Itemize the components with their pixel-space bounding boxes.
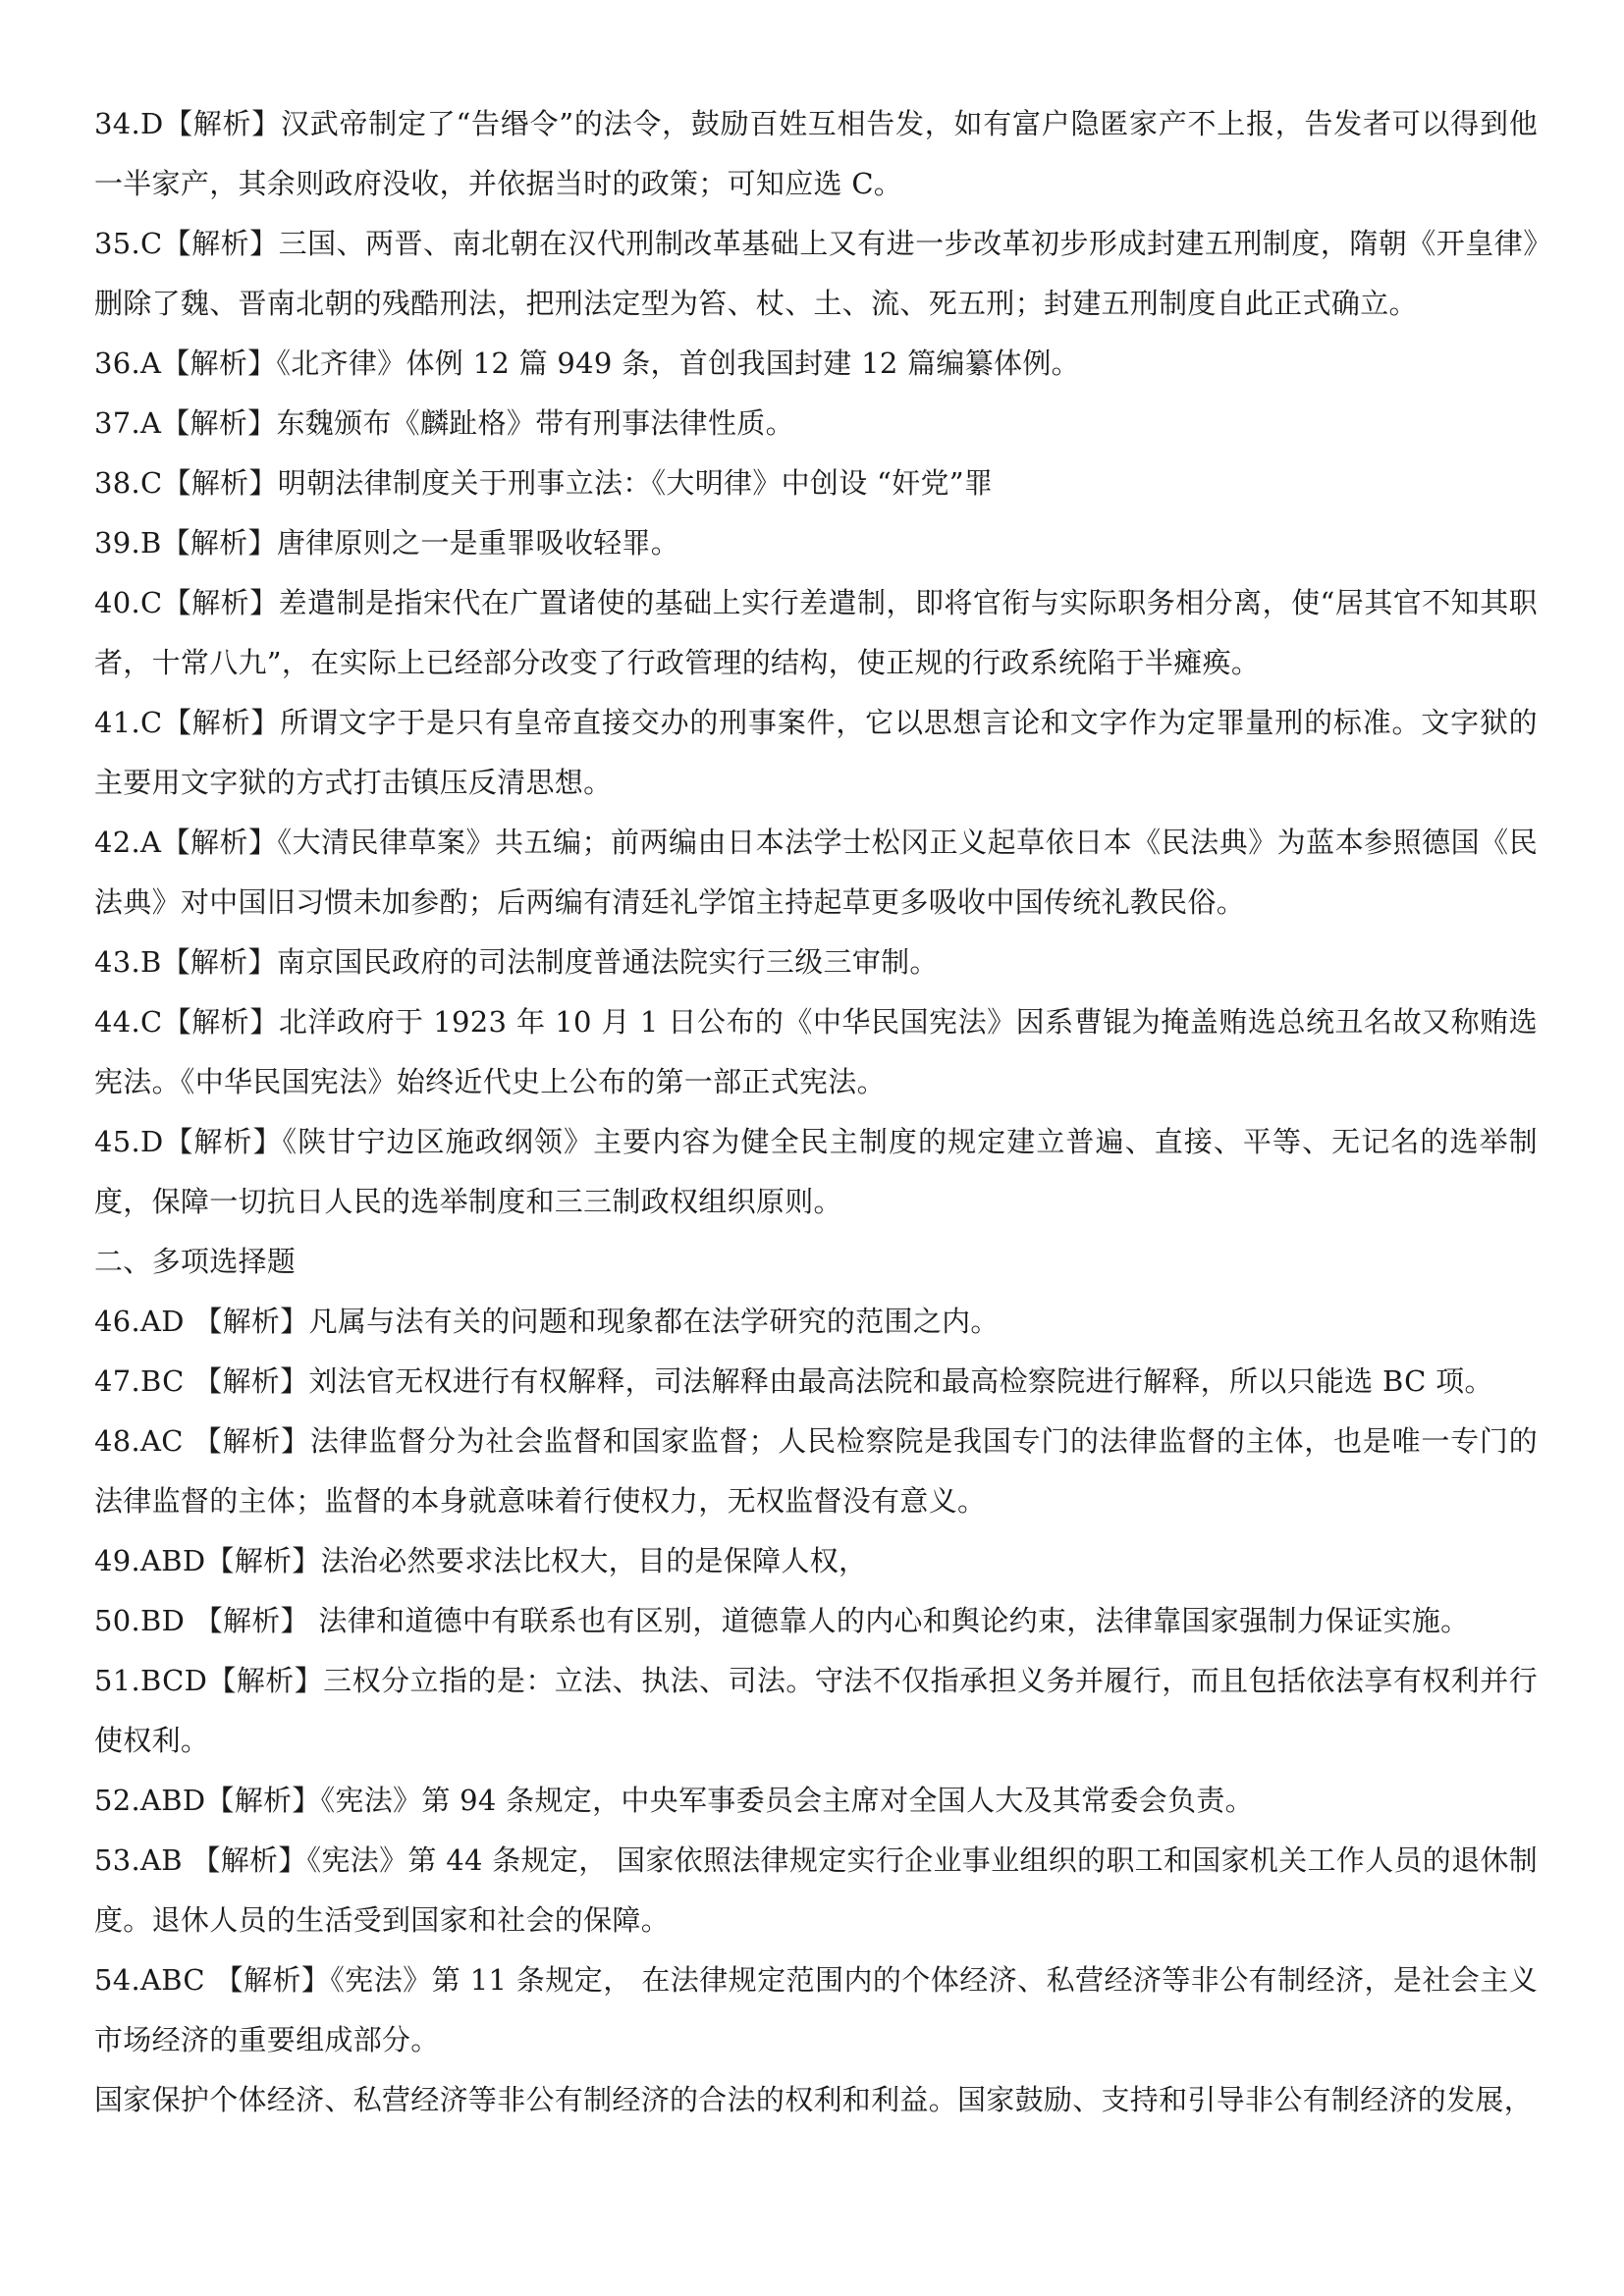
answer-entry-45: 45.D【解析】《陕甘宁边区施政纲领》主要内容为健全民主制度的规定建立普遍、直接、平等、无记名的选举制度，保障一切抗日人民的选举制度和三三制政权组织原则。 [94,1125,1538,1218]
answer-entry-52: 52.ABD【解析】《宪法》第 94 条规定，中央军事委员会主席对全国人大及其常委会负责。 [94,1784,1254,1817]
answer-entry-36: 36.A【解析】《北齐律》体例 12 篇 949 条，首创我国封建 12 篇编纂体例。 [94,347,1080,380]
answer-entry-53: 53.AB 【解析】《宪法》第 44 条规定， 国家依照法律规定实行企业事业组织的职工和国家机关工作人员的退休制度。退休人员的生活受到国家和社会的保障。 [94,1843,1538,1937]
answer-entry-51: 51.BCD【解析】三权分立指的是：立法、执法、司法。守法不仅指承担义务并履行，而且包括依法享有权利并行使权利。 [94,1664,1538,1757]
answer-entry-39: 39.B【解析】唐律原则之一是重罪吸收轻罪。 [94,526,680,560]
answer-entry-34: 34.D【解析】汉武帝制定了“告缗令”的法令，鼓励百姓互相告发，如有富户隐匿家产不上报，告发者可以得到他一半家产，其余则政府没收，并依据当时的政策；可知应选 C。 [94,107,1538,200]
answer-entry-50: 50.BD 【解析】 法律和道德中有联系也有区别，道德靠人的内心和舆论约束，法律靠国家强制力保证实施。 [94,1604,1470,1637]
answer-entry-44: 44.C【解析】北洋政府于 1923 年 10 月 1 日公布的《中华民国宪法》因系曹锟为掩盖贿选总统丑名故又称贿选宪法。《中华民国宪法》始终近代史上公布的第一部正式宪法。 [94,1005,1538,1098]
answer-entry-35: 35.C【解析】三国、两晋、南北朝在汉代刑制改革基础上又有进一步改革初步形成封建五刑制度，隋朝《开皇律》删除了魏、晋南北朝的残酷刑法，把刑法定型为笞、杖、土、流、死五刑；封建五刑制度自此正式确立。 [94,227,1538,320]
answer-entry-40: 40.C【解析】差遣制是指宋代在广置诸使的基础上实行差遣制，即将官衔与实际职务相分离，使“居其官不知其职者，十常八九”，在实际上已经部分改变了行政管理的结构，使正规的行政系统陷于半瘫痪。 [94,586,1538,679]
answer-entry-47: 47.BC 【解析】刘法官无权进行有权解释，司法解释由最高法院和最高检察院进行解释，所以只能选 BC 项。 [94,1364,1493,1398]
answer-entry-37: 37.A【解析】东魏颁布《麟趾格》带有刑事法律性质。 [94,406,794,440]
answer-entry-49: 49.ABD【解析】法治必然要求法比权大，目的是保障人权， [94,1544,868,1577]
answer-entry-46: 46.AD 【解析】凡属与法有关的问题和现象都在法学研究的范围之内。 [94,1305,1000,1338]
section-heading-multiple-choice: 二、多项选择题 [94,1245,297,1278]
answer-entry-38: 38.C【解析】明朝法律制度关于刑事立法：《大明律》中创设 “奸党”罪 [94,466,994,500]
answer-entry-54: 54.ABC 【解析】《宪法》第 11 条规定， 在法律规定范围内的个体经济、私营经济等非公有制经济，是社会主义市场经济的重要组成部分。 [94,1963,1538,2056]
answer-entry-41: 41.C【解析】所谓文字于是只有皇帝直接交办的刑事案件，它以思想言论和文字作为定罪量刑的标准。文字狱的主要用文字狱的方式打击镇压反清思想。 [94,706,1538,799]
continuation-paragraph: 国家保护个体经济、私营经济等非公有制经济的合法的权利和利益。国家鼓励、支持和引导非公有制经济的发展， [94,2083,1534,2116]
answer-entry-42: 42.A【解析】《大清民律草案》共五编；前两编由日本法学士松冈正义起草依日本《民法典》为蓝本参照德国《民法典》对中国旧习惯未加参酌；后两编有清廷礼学馆主持起草更多吸收中国传统礼教民俗。 [94,826,1538,919]
answer-entry-48: 48.AC 【解析】法律监督分为社会监督和国家监督；人民检察院是我国专门的法律监督的主体，也是唯一专门的法律监督的主体；监督的本身就意味着行使权力，无权监督没有意义。 [94,1424,1538,1518]
answer-entry-43: 43.B【解析】南京国民政府的司法制度普通法院实行三级三审制。 [94,945,939,979]
document-page [94,94,1538,2130]
